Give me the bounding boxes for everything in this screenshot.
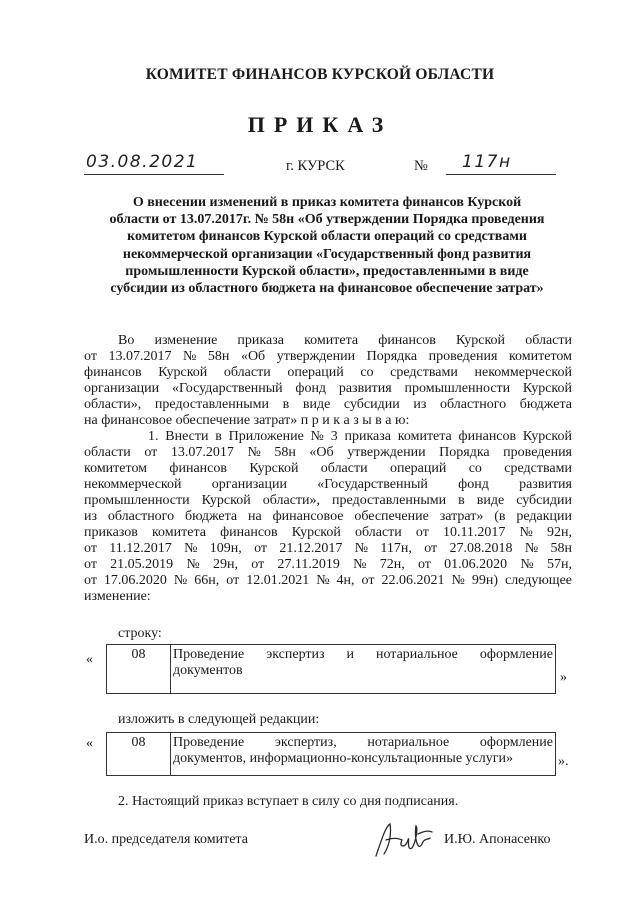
preamble-line: от 13.07.2017 № 58н «Об утверждении Порядка проведения комитетом: [84, 349, 572, 364]
signatory-position: И.о. председателя комитета: [84, 832, 248, 847]
item2: 2. Настоящий приказ вступает в силу со дня подписания.: [118, 794, 459, 809]
document-type-heading: ПРИКАЗ: [247, 112, 393, 137]
item1-line: комитетом финансов Курской области операций со средствами: [84, 461, 572, 476]
new-row-table: [106, 732, 556, 776]
item1-line: области от 13.07.2017 № 58н «Об утверждении Порядка проведения: [84, 445, 572, 460]
preamble-line: организации «Государственный фонд развития промышленности Курской: [84, 381, 572, 396]
number-sign: №: [414, 158, 428, 174]
item1-line: от 21.05.2019 № 29н, от 27.11.2019 № 72н, от 01.06.2020 № 57н,: [84, 557, 572, 572]
committee-heading: КОМИТЕТ ФИНАНСОВ КУРСКОЙ ОБЛАСТИ: [145, 66, 495, 83]
title-line: некоммерческой организации «Государственный фонд развития: [122, 246, 532, 262]
old-row-close-quote: »: [560, 670, 567, 685]
new-row-text-line: документов, информационно-консультационные услуги»: [173, 751, 513, 766]
row-label: строку:: [118, 626, 162, 641]
new-row-open-quote: «: [86, 736, 93, 751]
signatory-name: И.Ю. Апонасенко: [444, 832, 551, 847]
item1-line: от 17.06.2020 № 66н, от 12.01.2021 № 4н, от 22.06.2021 № 99н) следующее: [84, 573, 572, 588]
item1-line: приказов комитета финансов Курской области от 10.11.2017 № 92н,: [84, 525, 572, 540]
preamble-line: области», предоставленными в виде субсидии из областного бюджета: [84, 397, 572, 412]
item1-line: промышленности Курской области», предоставленными в виде субсидии: [84, 493, 572, 508]
handwritten-signature: [372, 818, 436, 867]
old-row-text: [171, 645, 556, 694]
title-line: субсидии из областного бюджета на финансовое обеспечение затрат»: [110, 281, 544, 297]
preamble-line: Во изменение приказа комитета финансов Курской области: [118, 333, 572, 348]
title-line: промышленности Курской области», предоставленными в виде: [125, 263, 529, 279]
title-line: области от 13.07.2017г. № 58н «Об утверждении Порядка проведения: [109, 212, 545, 228]
order-date: 03.08.2021: [86, 152, 199, 172]
replace-label: изложить в следующей редакции:: [118, 712, 320, 727]
preamble-line: финансов Курской области операций со средствами некоммерческой: [84, 365, 572, 380]
title-line: комитетом финансов Курской области операций со средствами: [127, 229, 527, 245]
order-number: 117н: [462, 152, 512, 172]
item1-line: из областного бюджета на финансовое обеспечение затрат» (в редакции: [84, 509, 572, 524]
new-row-code: 08: [107, 733, 171, 776]
new-row-close-quote: ».: [558, 754, 569, 769]
new-row-text: [171, 733, 556, 776]
old-row-text-line: документов: [173, 663, 243, 678]
item1-line: некоммерческой организации «Государственный фонд развития: [84, 477, 572, 492]
city: г. КУРСК: [286, 158, 345, 174]
date-underline: [84, 174, 224, 175]
item1-line: изменение:: [84, 589, 151, 604]
title-line: О внесении изменений в приказ комитета финансов Курской: [132, 195, 522, 210]
number-underline: [446, 174, 556, 175]
item1-line: 1. Внести в Приложение № 3 приказа комитета финансов Курской: [148, 429, 572, 444]
new-row-text-line: Проведение экспертиз, нотариальное оформление: [173, 735, 553, 750]
old-row-code: 08: [107, 645, 171, 694]
order-title: [84, 194, 570, 297]
old-row-open-quote: «: [86, 652, 93, 667]
old-row-text-line: Проведение экспертиз и нотариальное оформление: [173, 647, 553, 662]
preamble-line: на финансовое обеспечение затрат» п р и к а з ы в а ю:: [84, 413, 410, 428]
old-row-table: [106, 644, 556, 694]
item1-line: от 11.12.2017 № 109н, от 21.12.2017 № 117н, от 27.08.2018 № 58н: [84, 541, 572, 556]
